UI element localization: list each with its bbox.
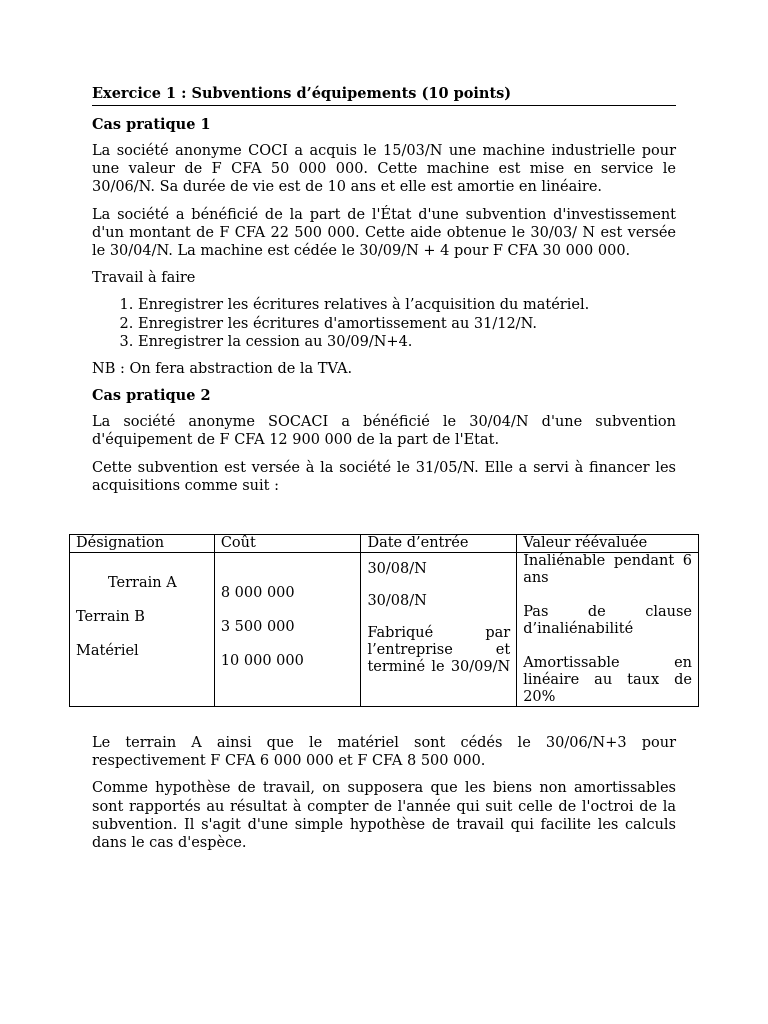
designation-cell bbox=[70, 553, 215, 707]
cout-materiel: 10 000 000 bbox=[220, 653, 304, 669]
after-table-text bbox=[92, 734, 676, 861]
cout-terrain-a: 8 000 000 bbox=[220, 585, 295, 601]
case-2-paragraph-4: Comme hypothèse de travail, on supposera que les biens non amortissables sont rapportés au résultat à compter de l'année qui suit celle de l'octroi de la subvention. Il s'agit d'une simple hypothèse de travail qui facilite les calculs dans le cas d'espèce. bbox=[92, 780, 676, 852]
designation-materiel: Matériel bbox=[76, 643, 139, 659]
valeur-cell bbox=[517, 553, 699, 707]
nb-note: NB : On fera abstraction de la TVA. bbox=[92, 361, 353, 378]
date-materiel: Fabriqué par l’entreprise et terminé le 30/09/N bbox=[367, 625, 511, 675]
header-designation: Désignation bbox=[70, 535, 215, 553]
header-valeur: Valeur réévaluée bbox=[517, 535, 699, 553]
cout-cell bbox=[214, 553, 361, 707]
date-terrain-a: 30/08/N bbox=[367, 561, 427, 577]
valeur-materiel: Amortissable en linéaire au taux de 20% bbox=[523, 655, 692, 705]
case-2-heading: Cas pratique 2 bbox=[92, 387, 211, 405]
case-1-paragraph-1: La société anonyme COCI a acquis le 15/03/N une machine industrielle pour une valeur de F CFA 50 000 000. Cette machine est mise en service le 30/06/N. Sa durée de vie est de 10 ans et elle est amortie en linéaire. bbox=[92, 143, 676, 196]
travail-label: Travail à faire bbox=[92, 270, 196, 287]
task-item: 3. Enregistrer la cession au 30/09/N+4. bbox=[138, 333, 676, 351]
designation-terrain-a: Terrain A bbox=[108, 575, 177, 591]
case-2-paragraph-2: Cette subvention est versée à la société le 31/05/N. Elle a servi à financer les acquisitions comme suit : bbox=[92, 459, 676, 494]
acquisitions-table bbox=[69, 534, 699, 707]
cout-terrain-b: 3 500 000 bbox=[220, 619, 295, 635]
valeur-terrain-a: Inaliénable pendant 6 ans bbox=[523, 553, 692, 586]
case-2-paragraph-1: La société anonyme SOCACI a bénéficié le 30/04/N d'une subvention d'équipement de F CFA 12 900 000 de la part de l'Etat. bbox=[92, 414, 676, 449]
valeur-terrain-b: Pas de clause d’inaliénabilité bbox=[523, 604, 692, 637]
designation-terrain-b: Terrain B bbox=[76, 609, 145, 625]
case-1-paragraph-2: La société a bénéficié de la part de l'État d'une subvention d'investissement d'un montant de F CFA 22 500 000. Cette aide obtenue le 30/03/ N est versée le 30/04/N. La machine est cédée le 30/09/N + 4 pour F CFA 30 000 000. bbox=[92, 206, 676, 260]
header-cout: Coût bbox=[214, 535, 361, 553]
date-cell bbox=[361, 553, 517, 707]
task-item: 2. Enregistrer les écritures d'amortissement au 31/12/N. bbox=[138, 315, 676, 333]
exercise-title: Exercice 1 : Subventions d’équipements (10 points) bbox=[92, 84, 676, 106]
case-2-paragraph-3: Le terrain A ainsi que le matériel sont cédés le 30/06/N+3 pour respectivement F CFA 6 000 000 et F CFA 8 500 000. bbox=[92, 735, 676, 770]
task-list bbox=[92, 296, 676, 351]
table-row bbox=[70, 553, 699, 707]
date-terrain-b: 30/08/N bbox=[367, 593, 427, 609]
header-date: Date d’entrée bbox=[361, 535, 517, 553]
document-body bbox=[92, 84, 676, 504]
table-header-row bbox=[70, 535, 699, 553]
task-item: 1. Enregistrer les écritures relatives à l’acquisition du matériel. bbox=[138, 296, 676, 314]
case-1-heading: Cas pratique 1 bbox=[92, 116, 211, 133]
